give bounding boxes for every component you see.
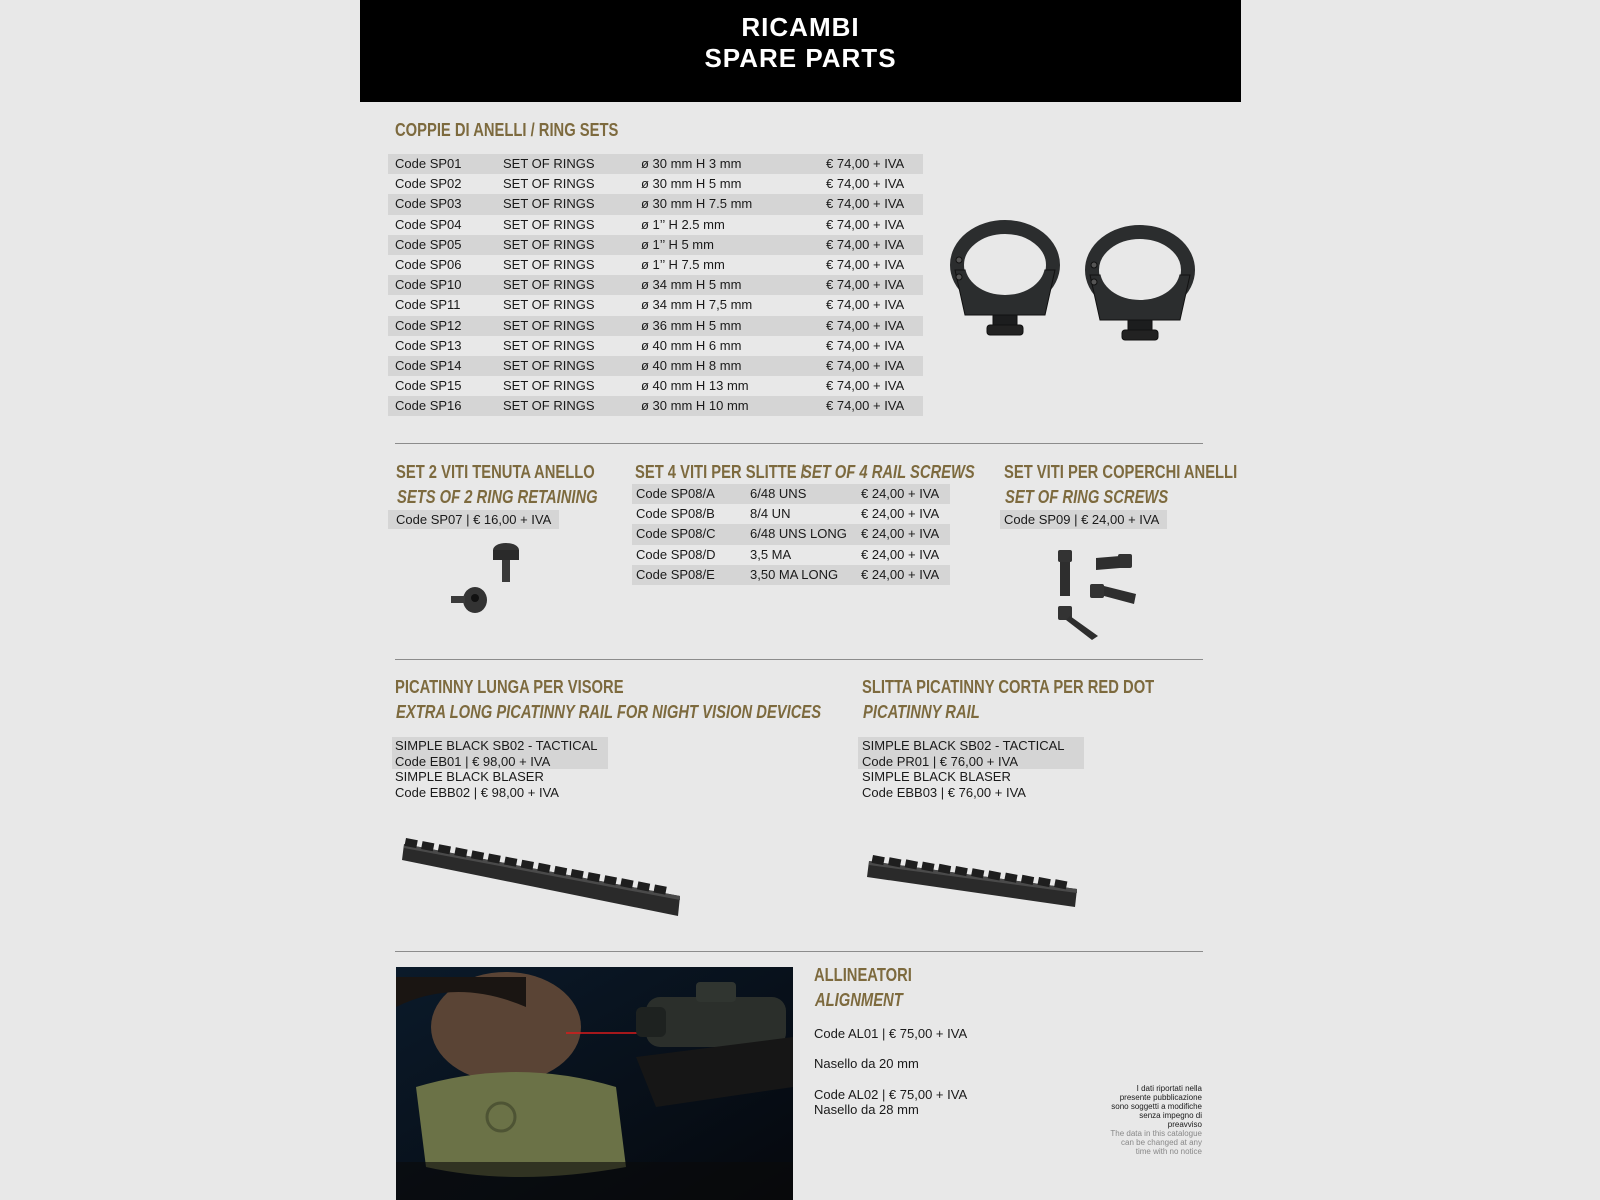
- cover-screws-image: [1050, 548, 1150, 643]
- ring-code: Code SP13: [395, 337, 462, 353]
- short-picatinny-heading-it: SLITTA PICATINNY CORTA PER RED DOT: [862, 677, 1155, 697]
- short-picatinny-line1: SIMPLE BLACK SB02 - TACTICAL: [862, 738, 1065, 753]
- cheek-rest: [416, 1072, 626, 1177]
- long-picatinny-info: [395, 738, 598, 800]
- retaining-code-price: Code SP07 | € 16,00 + IVA: [388, 510, 559, 529]
- ring-code: Code SP10: [395, 277, 462, 293]
- table-row: [388, 255, 923, 275]
- disclaimer-it: I dati riportati nella presente pubblicazione sono soggetti a modifiche senza impegno di preavviso: [1111, 1084, 1202, 1129]
- divider-3: [395, 951, 1203, 952]
- ring-desc: SET OF RINGS: [503, 216, 595, 232]
- ring-price: € 74,00 + IVA: [826, 216, 905, 232]
- ring-code: Code SP15: [395, 378, 462, 394]
- ring-price: € 74,00 + IVA: [826, 378, 905, 394]
- ring-price: € 74,00 + IVA: [826, 236, 905, 252]
- rail-screws-heading-en: SET OF 4 RAIL SCREWS: [802, 462, 975, 482]
- ring-desc: SET OF RINGS: [503, 256, 595, 272]
- table-row: [388, 376, 923, 396]
- ring-sets-heading: COPPIE DI ANELLI / RING SETS: [395, 120, 619, 140]
- divider-2: [395, 659, 1203, 660]
- ring-code: Code SP03: [395, 196, 462, 212]
- table-row: [632, 504, 950, 524]
- alignment-photo: [396, 967, 793, 1200]
- short-picatinny-line2: Code PR01 | € 76,00 + IVA: [862, 753, 1018, 769]
- retaining-heading-en: SETS OF 2 RING RETAINING: [397, 487, 598, 507]
- ring-price: € 74,00 + IVA: [826, 317, 905, 333]
- alignment-heading-it: ALLINEATORI: [814, 965, 912, 985]
- long-picatinny-image: [400, 838, 685, 923]
- short-picatinny-info: [862, 738, 1065, 800]
- ring-size: ø 34 mm H 5 mm: [641, 277, 742, 293]
- short-picatinny-line4: Code EBB03 | € 76,00 + IVA: [862, 784, 1026, 800]
- rail-thread: 3,5 MA: [750, 546, 792, 562]
- rail-code: Code SP08/D: [636, 546, 716, 562]
- table-row: [388, 235, 923, 255]
- ring-code: Code SP14: [395, 357, 462, 373]
- rail-thread: 3,50 MA LONG: [750, 566, 839, 582]
- ring-size: ø 34 mm H 7,5 mm: [641, 297, 753, 313]
- long-picatinny-line1: SIMPLE BLACK SB02 - TACTICAL: [395, 738, 598, 753]
- ring-desc: SET OF RINGS: [503, 196, 595, 212]
- table-row: [388, 154, 923, 174]
- ring-desc: SET OF RINGS: [503, 156, 595, 171]
- page-header: [360, 0, 1241, 102]
- alignment-line2: Nasello da 20 mm: [814, 1056, 919, 1071]
- ring-desc: SET OF RINGS: [503, 236, 595, 252]
- ring-desc: SET OF RINGS: [503, 378, 595, 394]
- rail-thread: 6/48 UNS LONG: [750, 526, 847, 542]
- table-row: [388, 295, 923, 315]
- alignment-line1: Code AL01 | € 75,00 + IVA: [814, 1026, 968, 1041]
- ring-size: ø 40 mm H 8 mm: [641, 357, 742, 373]
- ring-desc: SET OF RINGS: [503, 297, 595, 313]
- ring-price: € 74,00 + IVA: [826, 357, 905, 373]
- table-row: [632, 484, 950, 504]
- divider-1: [395, 443, 1203, 444]
- short-picatinny-heading-en: PICATINNY RAIL: [863, 702, 980, 722]
- ring-size: ø 1’’ H 5 mm: [641, 236, 714, 252]
- long-picatinny-line3: SIMPLE BLACK BLASER: [395, 769, 544, 784]
- rail-thread: 8/4 UN: [750, 506, 791, 522]
- rail-code: Code SP08/A: [636, 486, 715, 501]
- rail-code: Code SP08/E: [636, 566, 715, 582]
- ring-desc: SET OF RINGS: [503, 357, 595, 373]
- cover-heading-it: SET VITI PER COPERCHI ANELLI: [1004, 462, 1238, 482]
- rail-thread: 6/48 UNS: [750, 486, 807, 501]
- ring-desc: SET OF RINGS: [503, 337, 595, 353]
- rail-code: Code SP08/C: [636, 526, 716, 542]
- retaining-heading-it: SET 2 VITI TENUTA ANELLO: [396, 462, 595, 482]
- ring-price: € 74,00 + IVA: [826, 337, 905, 353]
- ring-desc: SET OF RINGS: [503, 317, 595, 333]
- ring-price: € 74,00 + IVA: [826, 176, 905, 192]
- ring-code: Code SP06: [395, 256, 462, 272]
- ring-desc: SET OF RINGS: [503, 176, 595, 192]
- short-picatinny-line3: SIMPLE BLACK BLASER: [862, 769, 1011, 784]
- ring-size: ø 36 mm H 5 mm: [641, 317, 742, 333]
- ring-code: Code SP05: [395, 236, 462, 252]
- ring-price: € 74,00 + IVA: [826, 256, 905, 272]
- ring-set-image: [945, 215, 1215, 355]
- long-picatinny-line4: Code EBB02 | € 98,00 + IVA: [395, 784, 559, 800]
- retaining-screws-image: [445, 540, 525, 615]
- ring-size: ø 30 mm H 3 mm: [641, 156, 742, 171]
- ring-sets-table: [388, 154, 923, 416]
- ring-size: ø 1’’ H 2.5 mm: [641, 216, 725, 232]
- table-row: [632, 565, 950, 585]
- table-row: [388, 336, 923, 356]
- alignment-heading-en: ALIGNMENT: [815, 990, 903, 1010]
- ring-code: Code SP16: [395, 398, 462, 414]
- ring-right: [1090, 232, 1190, 340]
- ring-price: € 74,00 + IVA: [826, 297, 905, 313]
- header-title-it: RICAMBI: [741, 12, 860, 42]
- table-row: [632, 545, 950, 565]
- short-picatinny-image: [865, 855, 1080, 925]
- long-picatinny-line2: Code EB01 | € 98,00 + IVA: [395, 753, 551, 769]
- ring-price: € 74,00 + IVA: [826, 196, 905, 212]
- ring-size: ø 30 mm H 7.5 mm: [641, 196, 753, 212]
- table-row: [388, 275, 923, 295]
- table-row: [388, 396, 923, 416]
- ring-desc: SET OF RINGS: [503, 277, 595, 293]
- ring-code: Code SP04: [395, 216, 462, 232]
- ring-left: [955, 227, 1055, 335]
- ring-price: € 74,00 + IVA: [826, 398, 905, 414]
- long-picatinny-heading-en: EXTRA LONG PICATINNY RAIL FOR NIGHT VISION DEVICES: [396, 702, 822, 722]
- rail-price: € 24,00 + IVA: [861, 486, 940, 501]
- rail-price: € 24,00 + IVA: [861, 506, 940, 522]
- table-row: [388, 194, 923, 214]
- cover-code-price: Code SP09 | € 24,00 + IVA: [1000, 510, 1167, 529]
- ring-size: ø 40 mm H 13 mm: [641, 378, 749, 394]
- header-title-en: SPARE PARTS: [704, 43, 897, 73]
- table-row: [388, 174, 923, 194]
- rail-price: € 24,00 + IVA: [861, 546, 940, 562]
- ring-size: ø 40 mm H 6 mm: [641, 337, 742, 353]
- disclaimer-en: The data in this catalogue can be changed at any time with no notice: [1110, 1129, 1202, 1156]
- alignment-line3: Code AL02 | € 75,00 + IVA: [814, 1087, 968, 1102]
- ring-code: Code SP02: [395, 176, 462, 192]
- table-row: [388, 316, 923, 336]
- table-row: [388, 215, 923, 235]
- cover-heading-en: SET OF RING SCREWS: [1005, 487, 1169, 507]
- ring-desc: SET OF RINGS: [503, 398, 595, 414]
- ring-code: Code SP11: [395, 297, 461, 313]
- rail-price: € 24,00 + IVA: [861, 526, 940, 542]
- rail-code: Code SP08/B: [636, 506, 715, 522]
- alignment-line4: Nasello da 28 mm: [814, 1102, 919, 1117]
- rail-screws-table: [632, 484, 950, 585]
- ring-size: ø 30 mm H 10 mm: [641, 398, 749, 414]
- ring-size: ø 30 mm H 5 mm: [641, 176, 742, 192]
- table-row: [632, 524, 950, 544]
- rail-screws-heading-it: SET 4 VITI PER SLITTE /: [635, 462, 805, 482]
- ring-price: € 74,00 + IVA: [826, 156, 905, 171]
- scope: [646, 997, 786, 1047]
- ring-size: ø 1’’ H 7.5 mm: [641, 256, 725, 272]
- rail-price: € 24,00 + IVA: [861, 566, 940, 582]
- rail-screws-heading: [635, 462, 1013, 483]
- ring-price: € 74,00 + IVA: [826, 277, 905, 293]
- ring-code: Code SP12: [395, 317, 462, 333]
- long-picatinny-heading-it: PICATINNY LUNGA PER VISORE: [395, 677, 624, 697]
- ring-code: Code SP01: [395, 156, 462, 171]
- disclaimer: [1110, 1084, 1202, 1156]
- table-row: [388, 356, 923, 376]
